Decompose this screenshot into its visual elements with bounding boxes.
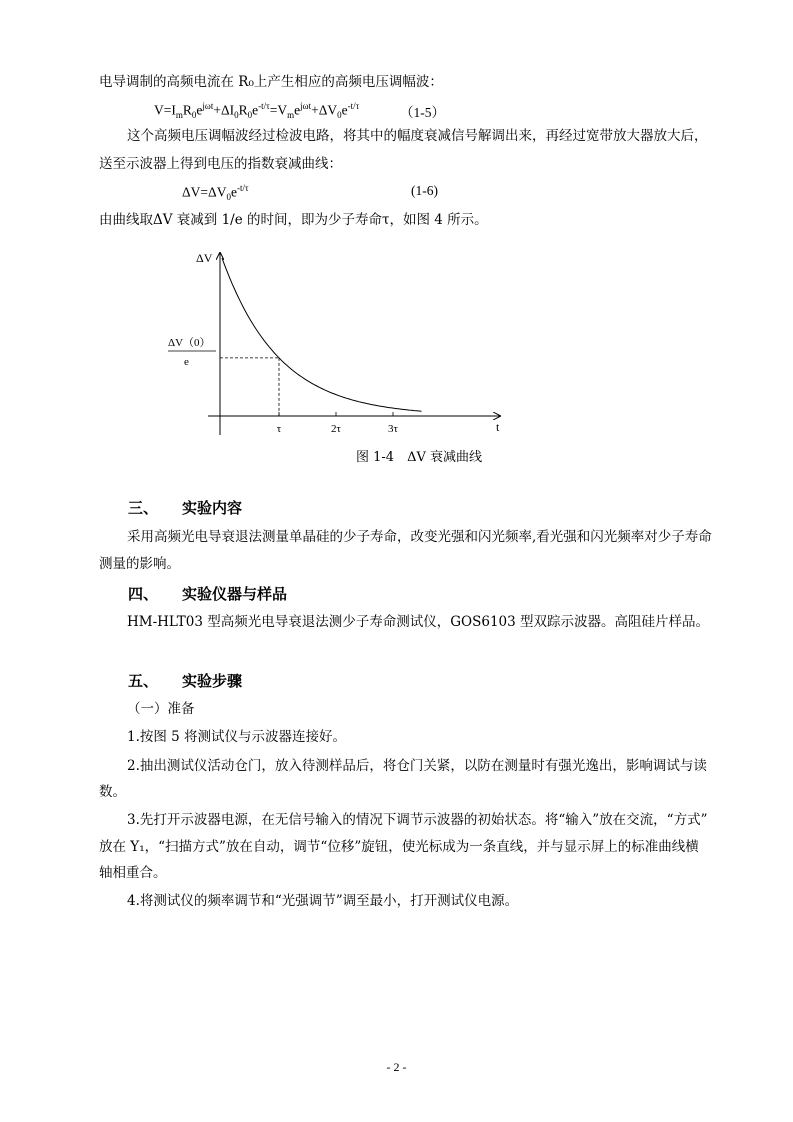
section-title: 实验内容 [182,499,243,517]
formula-number: （1-5） [400,105,445,120]
step-item-continued: 放在 Y₁，“扫描方式”放在自动，调节“位移”旋钮，使光标成为一条直线，并与显示屏上的标准曲线横 [99,839,699,855]
formula-1-6: $\Delta V=\Delta V_0e^{-t/\tau}$ [182,183,249,203]
x-tick-label: 2τ [331,423,341,435]
step-item: 3.先打开示波器电源，在无信号输入的情况下调节示波器的初始状态。将“输入”放在交流，“方式” [127,812,708,828]
paragraph-line: HM-HLT03 型高频光电导衰退法测少子寿命测试仪，GOS6103 型双踪示波器。高阻硅片样品。 [127,614,710,630]
section-number: 五、 [128,672,159,690]
y-marker-numerator: ΔV（0） [168,337,211,349]
x-axis-label: t [496,420,500,434]
y-marker-denominator: e [184,356,189,368]
text-line: 由曲线取ΔV 衰减到 1/e 的时间，即为少子寿命τ，如图 4 所示。 [99,212,488,228]
step-item: 2.抽出测试仪活动仓门，放入待测样品后，将仓门关紧，以防在测量时有强光逸出，影响调试与读 [127,758,707,774]
paragraph-line: 测量的影响。 [99,556,180,572]
section-title: 实验步骤 [182,672,243,690]
y-axis-label: ΔV [196,251,213,265]
text-line: 电导调制的高频电流在 R₀上产生相应的高频电压调幅波： [99,74,443,90]
text-line: 送至示波器上得到电压的指数衰减曲线： [99,156,342,172]
x-tick-label: 3τ [388,423,398,435]
figure-caption: 图 1-4 ΔV 衰减曲线 [356,450,482,465]
formula-number: (1-6) [411,183,438,198]
section-number: 四、 [128,585,159,603]
step-item-continued: 轴相重合。 [99,865,167,881]
paragraph-line: 采用高频光电导衰退法测量单晶硅的少子寿命，改变光强和闪光频率,看光强和闪光频率对少子寿命 [127,529,712,545]
section-heading-5 [128,670,242,691]
step-item: 4.将测试仪的频率调节和“光强调节”调至最小，打开测试仪电源。 [127,893,519,909]
section-title: 实验仪器与样品 [182,585,288,603]
subheading: （一）准备 [127,701,195,717]
section-number: 三、 [128,499,159,517]
step-item: 1.按图 5 将测试仪与示波器连接好。 [127,729,347,745]
decay-curve [222,258,422,411]
formula-1-5: $V=I_mR_0e^{j\omega t}+\Delta I_0R_0e^{-t/\tau}=V_me^{j\omega t}+\Delta V_0e^{-t/\tau}$ [154,101,360,121]
step-item-continued: 数。 [99,784,126,800]
section-heading-4 [128,583,287,604]
text-line: 这个高频电压调幅波经过检波电路，将其中的幅度衰减信号解调出来，再经过宽带放大器放大后， [127,128,708,144]
page-number: - 2 - [386,1060,407,1074]
x-tick-label: τ [276,423,282,435]
section-heading-3 [128,497,242,518]
decay-curve-figure [160,245,520,445]
